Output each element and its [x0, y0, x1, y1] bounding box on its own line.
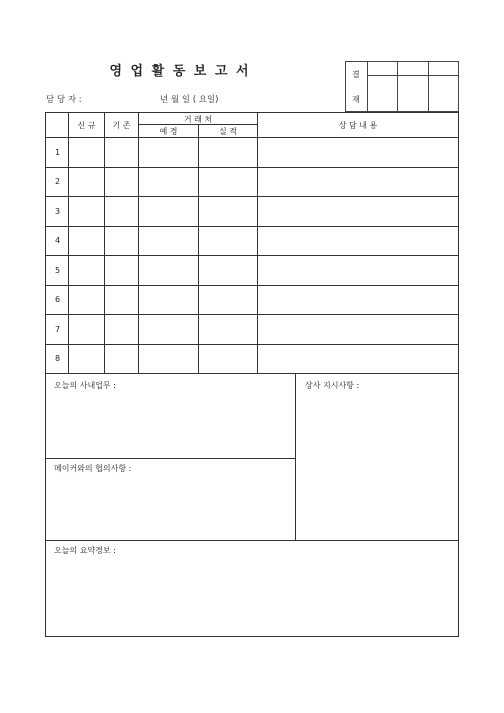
- row-number: 7: [55, 325, 61, 334]
- page-title: 영 업 활 동 보 고 서: [109, 64, 251, 79]
- header-forecast: 예 경: [159, 127, 178, 136]
- approval-sign-cell-1[interactable]: [368, 76, 397, 111]
- activity-table: [45, 112, 459, 374]
- row-number: 3: [55, 207, 61, 216]
- author-label: 담 당 자 :: [46, 95, 82, 105]
- header-consult: 상 담 내 용: [338, 121, 378, 130]
- row-number: 4: [55, 236, 61, 245]
- internal-work-label: 오늘의 사내업무 :: [54, 381, 116, 390]
- row-number: 5: [55, 266, 61, 275]
- notes-section: [45, 374, 459, 637]
- header-result: 실 적: [219, 127, 237, 136]
- approval-label-1: 결: [352, 70, 360, 79]
- header-existing: 기 존: [112, 121, 131, 130]
- row-number: 6: [55, 295, 61, 304]
- boss-instruction-label: 상사 지시사항 :: [305, 381, 360, 390]
- row-number: 2: [55, 177, 61, 186]
- approval-box: [345, 61, 459, 112]
- summary-label: 오늘의 요약경보 :: [54, 546, 116, 555]
- approval-label-2: 재: [352, 95, 360, 104]
- header-client: 거 래 처: [183, 115, 213, 124]
- approval-sign-cell-2[interactable]: [398, 76, 428, 111]
- header-new: 신 규: [77, 121, 96, 130]
- maker-consult-label: 메이커와의 협의사항 :: [54, 464, 132, 473]
- row-number: 1: [55, 148, 61, 157]
- date-label: 년 월 일 ( 요일): [160, 95, 219, 105]
- approval-sign-cell-3[interactable]: [429, 76, 458, 111]
- row-number: 8: [55, 354, 61, 363]
